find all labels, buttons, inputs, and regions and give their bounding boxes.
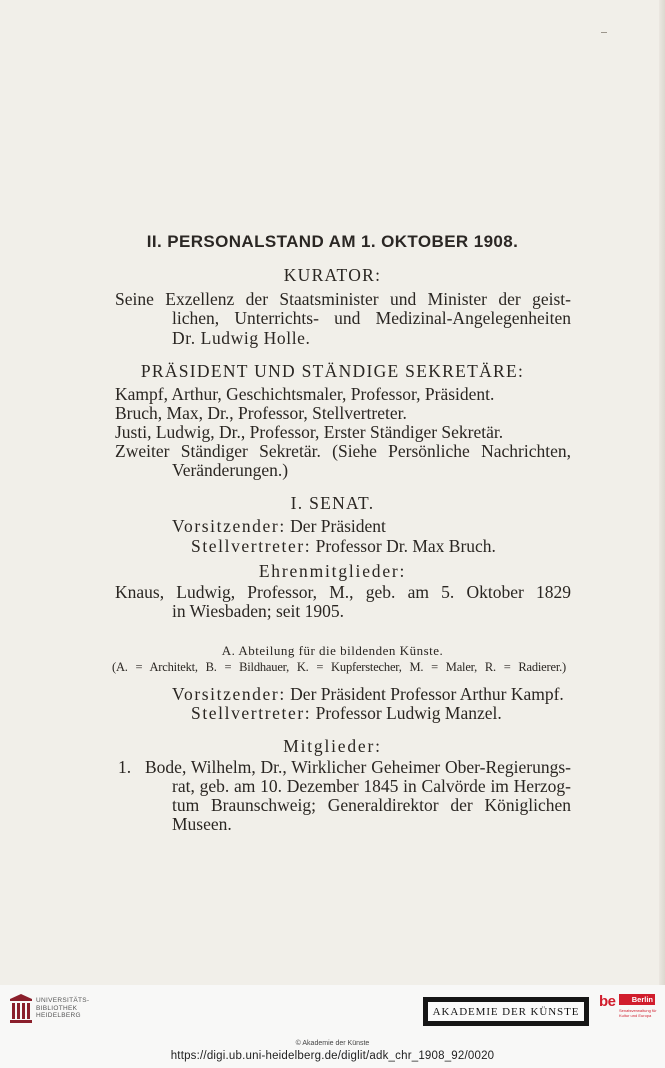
page-url-link[interactable]: https://digi.ub.uni-heidelberg.de/diglit/adk_chr_1908_92/0020 <box>170 1050 495 1062</box>
library-line-1: UNIVERSITÄTS- <box>36 997 90 1004</box>
praesident-line-5: Veränderungen.) <box>172 460 289 480</box>
page-heading: II. PERSONALSTAND AM 1. OKTOBER 1908. <box>146 232 519 251</box>
member-1-line-2: rat, geb. am 10. Dezember 1845 in Calvörde im Herzog- <box>172 776 571 796</box>
akademie-logo[interactable] <box>423 997 589 1026</box>
praesident-line-4: Zweiter Ständiger Sekretär. (Siehe Persönliche Nachrichten, <box>115 441 571 461</box>
senat-title: I. SENAT. <box>290 493 375 513</box>
university-library-logo-icon[interactable] <box>8 993 34 1032</box>
kurator-line-1: Seine Exzellenz der Staatsminister und Minister der geist- <box>115 289 571 309</box>
abt-a-vorsitz-label: Vorsitzender: <box>172 684 286 704</box>
senat-stellv-value: Professor Dr. Max Bruch. <box>315 536 496 556</box>
kurator-line-2: lichen, Unterrichts- und Medizinal-Angelegenheiten <box>172 308 571 328</box>
member-1-line-1: Bode, Wilhelm, Dr., Wirklicher Geheimer Ober-Regierungs- <box>145 757 571 777</box>
abteilung-a-legend: (A. = Architekt, B. = Bildhauer, K. = Kupferstecher, M. = Maler, R. = Radierer.) <box>112 660 566 674</box>
ehrenmitglieder-title: Ehrenmitglieder: <box>258 561 407 581</box>
senat-stellv-label: Stellvertreter: <box>191 536 312 556</box>
library-line-3: HEIDELBERG <box>36 1012 81 1019</box>
page-mark <box>601 32 607 33</box>
abt-a-stellv <box>191 703 502 724</box>
member-1-line-4: Museen. <box>172 814 232 834</box>
senat-vorsitz-label: Vorsitzender: <box>172 516 286 536</box>
berlin-senate-logo[interactable] <box>599 993 657 1031</box>
praesident-line-2: Bruch, Max, Dr., Professor, Stellvertreter. <box>115 403 407 423</box>
ehren-line-2: in Wiesbaden; seit 1905. <box>172 601 345 621</box>
berlin-be-mark: be <box>599 993 616 1010</box>
akademie-logo-text: AKADEMIE DER KÜNSTE <box>427 1001 585 1022</box>
member-1-line-3: tum Braunschweig; Generaldirektor der Königlichen <box>172 795 571 815</box>
university-library-name[interactable] <box>36 997 89 1020</box>
library-line-2: BIBLIOTHEK <box>36 1004 78 1012</box>
abt-a-vorsitz-value: Der Präsident Professor Arthur Kampf. <box>290 684 564 704</box>
mitglieder-title: Mitglieder: <box>283 736 382 756</box>
berlin-senate-caption: Senatsverwaltung für Kultur und Europa <box>619 1008 657 1018</box>
abt-a-stellv-value: Professor Ludwig Manzel. <box>315 703 502 723</box>
praesident-title: PRÄSIDENT UND STÄNDIGE SEKRETÄRE: <box>140 361 525 381</box>
member-1-number: 1. <box>118 757 132 777</box>
senat-vorsitz-value: Der Präsident <box>290 516 386 536</box>
senat-stellv <box>191 536 496 557</box>
abteilung-a-title: A. Abteilung für die bildenden Künste. <box>221 643 444 658</box>
kurator-title: KURATOR: <box>283 265 382 285</box>
berlin-flag: Berlin <box>619 994 655 1005</box>
praesident-line-3: Justi, Ludwig, Dr., Professor, Erster Ständiger Sekretär. <box>115 422 504 442</box>
abt-a-stellv-label: Stellvertreter: <box>191 703 312 723</box>
copyright-notice: © Akademie der Künste <box>295 1040 370 1047</box>
abt-a-vorsitz <box>172 684 564 705</box>
kurator-line-3: Dr. Ludwig Holle. <box>172 328 311 348</box>
ehren-line-1: Knaus, Ludwig, Professor, M., geb. am 5. Oktober 1829 <box>115 582 571 602</box>
senat-vorsitz <box>172 516 386 537</box>
praesident-line-1: Kampf, Arthur, Geschichtsmaler, Professor, Präsident. <box>115 384 495 404</box>
